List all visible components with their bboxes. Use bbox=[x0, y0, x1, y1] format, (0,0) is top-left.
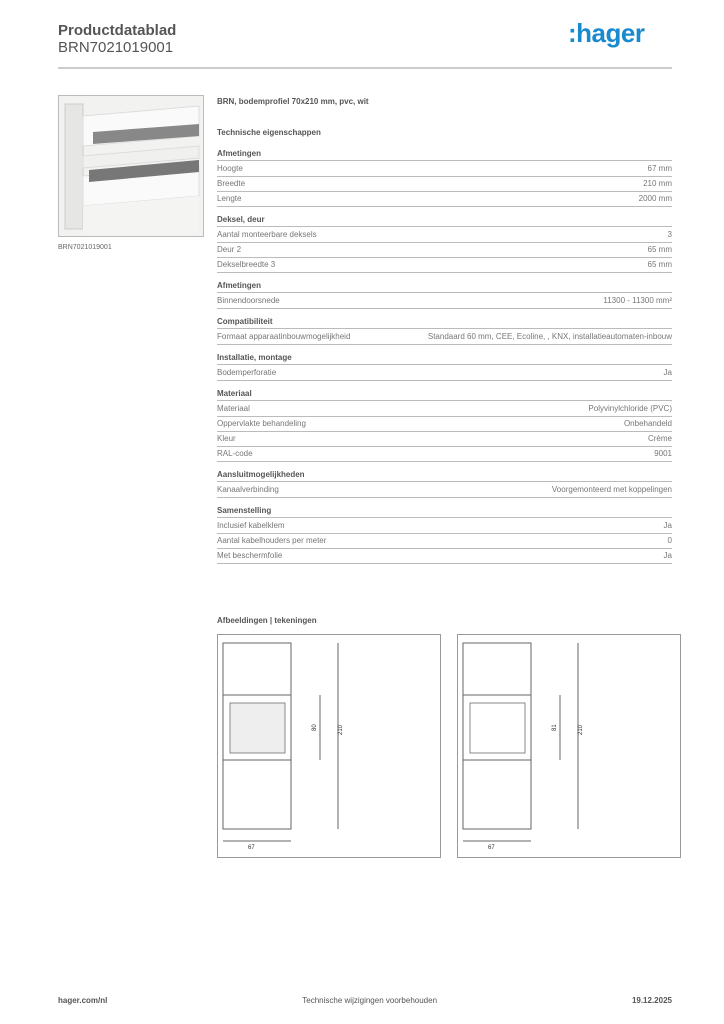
spec-value: Polyvinylchloride (PVC) bbox=[588, 404, 672, 413]
spec-value: Onbehandeld bbox=[623, 419, 672, 428]
spec-group bbox=[217, 470, 672, 498]
spec-value: 65 mm bbox=[647, 245, 672, 254]
spec-row bbox=[217, 228, 672, 243]
spec-row bbox=[217, 177, 672, 192]
footer-disclaimer: Technische wijzigingen voorbehouden bbox=[302, 996, 438, 1005]
spec-label: Breedte bbox=[217, 179, 246, 188]
group-heading: Aansluitmogelijkheden bbox=[217, 470, 672, 482]
spec-value: Ja bbox=[663, 368, 672, 377]
drawings-title: Afbeeldingen | tekeningen bbox=[217, 616, 317, 625]
spec-group bbox=[217, 353, 672, 381]
spec-value: 2000 mm bbox=[638, 194, 672, 203]
spec-label: Dekselbreedte 3 bbox=[217, 260, 276, 269]
spec-label: Formaat apparaatinbouwmogelijkheid bbox=[217, 332, 351, 341]
height-label: 210 bbox=[578, 724, 584, 735]
spec-title: Technische eigenschappen bbox=[217, 128, 321, 137]
spec-label: Met beschermfolie bbox=[217, 551, 283, 560]
spec-row bbox=[217, 192, 672, 207]
spec-label: Lengte bbox=[217, 194, 242, 203]
spec-value: 210 mm bbox=[643, 179, 672, 188]
device-area bbox=[470, 703, 525, 753]
product-code: BRN7021019001 bbox=[58, 39, 174, 56]
spec-label: Aantal kabelhouders per meter bbox=[217, 536, 327, 545]
spec-group bbox=[217, 389, 672, 462]
image-caption: BRN7021019001 bbox=[58, 244, 112, 251]
middle-label: 80 bbox=[312, 724, 318, 731]
group-heading: Compatibiliteit bbox=[217, 317, 672, 329]
spec-label: Deur 2 bbox=[217, 245, 242, 254]
footer-website[interactable]: hager.com/nl bbox=[58, 996, 108, 1005]
spec-value: 0 bbox=[667, 536, 672, 545]
spec-group bbox=[217, 149, 672, 207]
spec-row bbox=[217, 243, 672, 258]
height-label: 210 bbox=[338, 724, 344, 735]
spec-label: RAL-code bbox=[217, 449, 253, 458]
spec-row bbox=[217, 258, 672, 273]
footer-date: 19.12.2025 bbox=[631, 996, 672, 1005]
group-heading: Afmetingen bbox=[217, 149, 672, 161]
group-heading: Installatie, montage bbox=[217, 353, 672, 365]
spec-value: Voorgemonteerd met koppelingen bbox=[551, 485, 672, 494]
spec-value: 9001 bbox=[654, 449, 672, 458]
group-heading: Afmetingen bbox=[217, 281, 672, 293]
spec-row bbox=[217, 483, 672, 498]
spec-label: Aantal monteerbare deksels bbox=[217, 230, 317, 239]
spec-row bbox=[217, 294, 672, 309]
group-heading: Materiaal bbox=[217, 389, 672, 401]
spec-value: Standaard 60 mm, CEE, Ecoline, , KNX, installatieautomaten-inbouw bbox=[427, 332, 672, 341]
spec-group bbox=[217, 281, 672, 309]
spec-label: Materiaal bbox=[217, 404, 250, 413]
spec-group bbox=[217, 317, 672, 345]
spec-value: Crème bbox=[647, 434, 672, 443]
spec-row bbox=[217, 402, 672, 417]
spec-value: 67 mm bbox=[647, 164, 672, 173]
spec-row bbox=[217, 549, 672, 564]
device-area bbox=[230, 703, 285, 753]
width-label: 67 bbox=[488, 845, 495, 851]
spec-value: Ja bbox=[663, 551, 672, 560]
middle-label: 81 bbox=[552, 724, 558, 731]
spec-label: Binnendoorsnede bbox=[217, 296, 280, 305]
footer bbox=[58, 996, 672, 1005]
width-label: 67 bbox=[248, 845, 255, 851]
spec-label: Kleur bbox=[217, 434, 236, 443]
spec-label: Oppervlakte behandeling bbox=[217, 419, 306, 428]
spec-value: Ja bbox=[663, 521, 672, 530]
spec-label: Inclusief kabelklem bbox=[217, 521, 285, 530]
spec-group bbox=[217, 215, 672, 273]
product-name: BRN, bodemprofiel 70x210 mm, pvc, wit bbox=[217, 97, 369, 106]
spec-row bbox=[217, 432, 672, 447]
spec-row bbox=[217, 417, 672, 432]
spec-value: 65 mm bbox=[647, 260, 672, 269]
spec-row bbox=[217, 447, 672, 462]
spec-row bbox=[217, 366, 672, 381]
spec-row bbox=[217, 330, 672, 345]
spec-value: 3 bbox=[667, 230, 672, 239]
hager-logo: :hager bbox=[568, 18, 645, 48]
spec-row bbox=[217, 162, 672, 177]
drawing-1 bbox=[217, 634, 441, 858]
channel-outline bbox=[463, 643, 531, 829]
group-heading: Deksel, deur bbox=[217, 215, 672, 227]
group-heading: Samenstelling bbox=[217, 506, 672, 518]
header-divider bbox=[58, 67, 672, 69]
spec-row bbox=[217, 519, 672, 534]
page-title: Productdatablad bbox=[58, 22, 177, 39]
product-image bbox=[58, 95, 204, 237]
spec-label: Bodemperforatie bbox=[217, 368, 277, 377]
spec-group bbox=[217, 506, 672, 564]
spec-label: Hoogte bbox=[217, 164, 243, 173]
drawing-2 bbox=[457, 634, 681, 858]
spec-row bbox=[217, 534, 672, 549]
spec-value: 11300 - 11300 mm² bbox=[603, 296, 672, 305]
spec-section bbox=[217, 97, 672, 572]
spec-label: Kanaalverbinding bbox=[217, 485, 279, 494]
